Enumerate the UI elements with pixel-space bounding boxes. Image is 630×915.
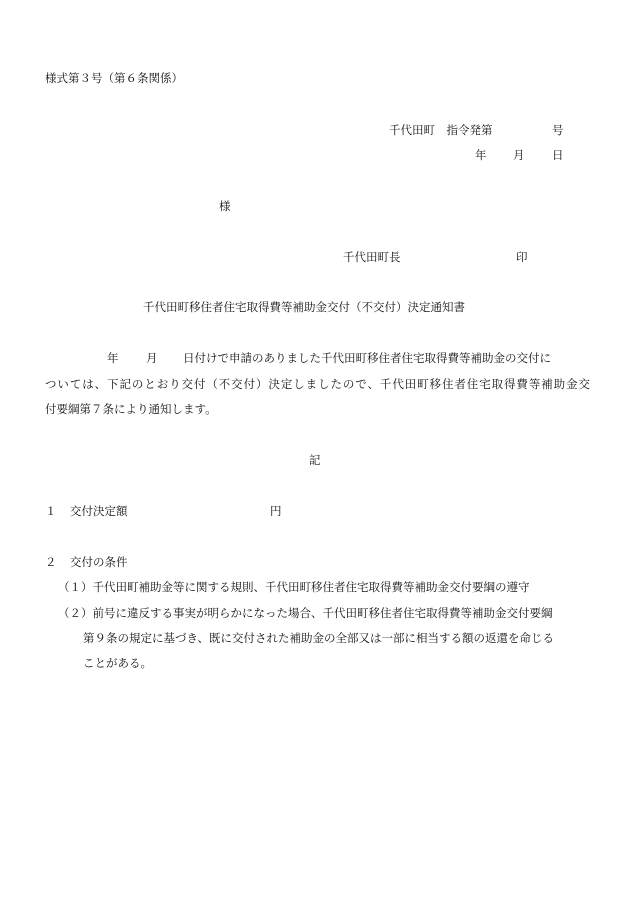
sender-title: 千代田町長 <box>343 250 401 264</box>
condition-1: （１）千代田町補助金等に関する規則、千代田町移住者住宅取得費等補助金交付要綱の遵守 <box>58 580 530 594</box>
issue-date-year: 年 <box>475 148 487 162</box>
item-1-number: １ <box>45 504 57 518</box>
item-1-label: 交付決定額 <box>70 504 128 518</box>
body-date-month: 月 <box>146 351 158 365</box>
seal-mark: 印 <box>516 250 528 264</box>
condition-2-line-3: ことがある。 <box>83 656 152 670</box>
reference-number: 千代田町 指令発第 <box>389 123 493 137</box>
body-line-1: 日付けで申請のありました千代田町移住者住宅取得費等補助金の交付に <box>183 351 551 365</box>
form-number: 様式第３号（第６条関係） <box>45 71 183 85</box>
ki-heading: 記 <box>309 453 321 467</box>
recipient-honorific: 様 <box>219 199 231 213</box>
item-2-number: ２ <box>45 555 57 569</box>
body-date-year: 年 <box>107 351 119 365</box>
issue-date-month: 月 <box>513 148 525 162</box>
document-title: 千代田町移住者住宅取得費等補助金交付（不交付）決定通知書 <box>143 300 465 314</box>
item-2-label: 交付の条件 <box>70 555 128 569</box>
body-line-3: 付要綱第７条により通知します。 <box>45 402 217 416</box>
body-line-2: ついては、下記のとおり交付（不交付）決定しましたので、千代田町移住者住宅取得費等補助金交 <box>45 377 590 391</box>
issue-date-day: 日 <box>552 148 564 162</box>
condition-2-line-1: （２）前号に違反する事実が明らかになった場合、千代田町移住者住宅取得費等補助金交付要綱 <box>58 606 553 620</box>
reference-number-suffix: 号 <box>552 123 564 137</box>
item-1-unit: 円 <box>270 504 282 518</box>
condition-2-line-2: 第９条の規定に基づき、既に交付された補助金の全部又は一部に相当する額の返還を命じる <box>83 631 555 645</box>
